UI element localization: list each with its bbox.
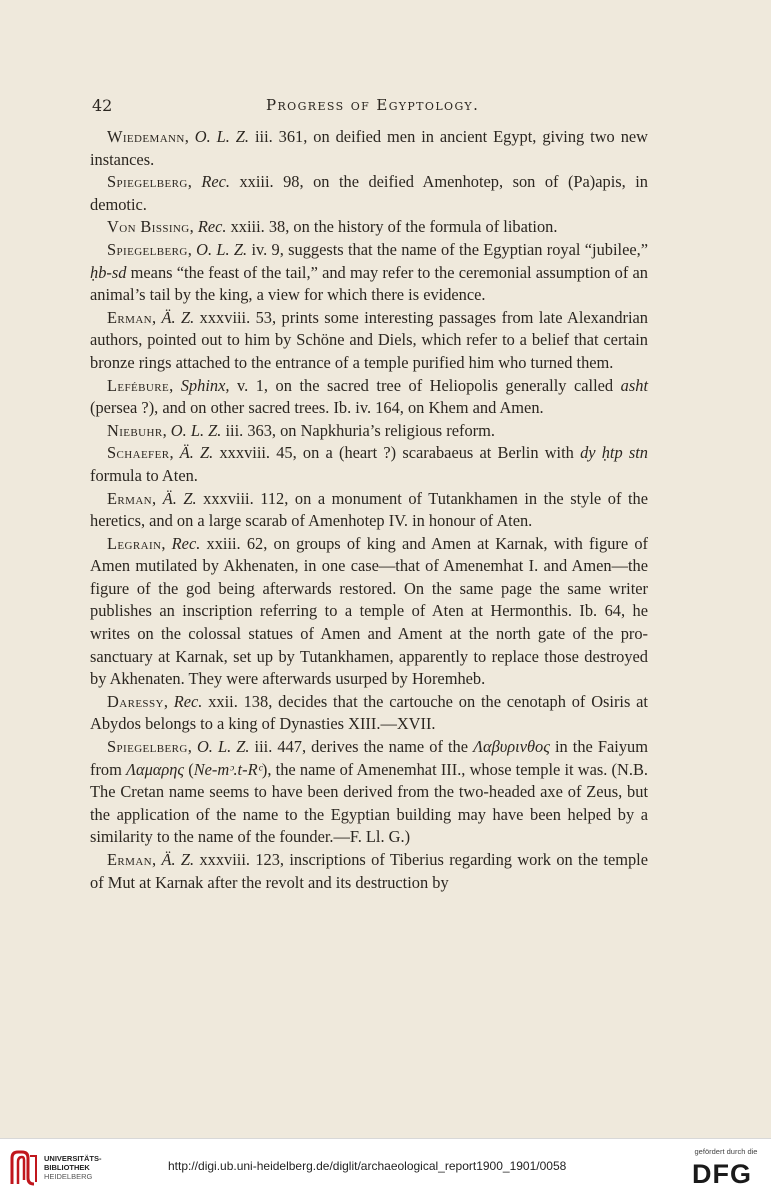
paragraph-text: iv. 9, suggests that the name of the Egyptian royal “jubilee,” (247, 239, 649, 259)
paragraph-text: , (152, 307, 162, 327)
paragraph-text: iii. 447, derives the name of the (249, 737, 474, 757)
paragraph (90, 375, 648, 420)
funding-note: gefördert durch die (694, 1147, 758, 1156)
paragraph-text: iii. 363, on Napkhuria’s religious reform. (221, 420, 495, 440)
library-line-3: HEIDELBERG (44, 1172, 93, 1181)
paragraph-text: , (162, 420, 171, 440)
paragraph-text: xxiii. 62, on groups of king and Amen at Karnak, with figure of Amen mutilated by Akhenaten, in one case—that of Amenemhat I. and Amen—the figure of the god being afterwards restored. On the same page the same writer publishes an inscription referring to a temple of Aten at Hermonthis. Ib. 64, he writes on the colossal statues of Amen and Ament at the north gate of the pro-sanctuary at Karnak, set up by Tutankhamen, apparently to replace those destroyed by Akhenaten. They were afterwards usurped by Horemheb. (90, 533, 648, 689)
library-line-2: BIBLIOTHEK (44, 1163, 90, 1172)
paragraph-text: (persea ?), and on other sacred trees. Ib. iv. 164, on Khem and Amen. (90, 398, 544, 418)
running-head (92, 96, 652, 118)
citation-italic: Rec. (201, 172, 230, 192)
citation-italic: dy ḥtp stn (580, 443, 649, 463)
paragraph-text: , (169, 443, 180, 463)
citation-italic: O. L. Z. (196, 737, 250, 757)
author-name: Spiegelberg (107, 239, 188, 259)
paragraph-text: ), the name of Amenemhat III., whose temple it was. (N.B. The Cretan name seems to have been derived from the two-headed axe of Zeus, but the application of the name to the Egyptian building may have been helped by a similarity to the name of the founder.—F. Ll. G.) (90, 759, 648, 847)
author-name: Schaefer (107, 443, 170, 463)
paragraph-text: , (187, 737, 197, 757)
paragraph (90, 691, 648, 736)
paragraph-text: ( (184, 759, 194, 779)
paragraph-text: xxiii. 98, on the deified Amenhotep, son of (Pa)apis, in demotic. (90, 172, 648, 214)
paragraph (90, 849, 648, 894)
paragraph (90, 126, 648, 171)
library-line-1: UNIVERSITÄTS- (44, 1154, 102, 1163)
citation-italic: Λαμαρης (126, 759, 185, 779)
dfg-logo-icon: DFG (692, 1159, 752, 1189)
citation-italic: Ä. Z. (161, 307, 195, 327)
author-name: Spiegelberg (107, 737, 188, 757)
paragraph-text: means “the feast of the tail,” and may refer to the ceremonial assumption of an animal’s tail by the king, a view for which there is evidence. (90, 262, 648, 305)
citation-italic: asht (620, 375, 648, 395)
citation-italic: Ä. Z. (162, 488, 197, 508)
citation-italic: Ä. Z. (161, 850, 195, 869)
author-name: Erman (107, 307, 153, 327)
citation-italic: O. L. Z. (196, 239, 248, 259)
citation-italic: O. L. Z. (194, 127, 250, 146)
paragraph-text: v. 1, on the sacred tree of Heliopolis generally called (229, 375, 621, 395)
paragraph (90, 736, 648, 849)
paragraph-text: xxxviii. 112, on a monument of Tutankhamen in the style of the heretics, and on a large scarab of Amenhotep IV. in honour of Aten. (90, 488, 649, 531)
paragraph-text: , (152, 850, 162, 869)
paragraph-text: , (187, 172, 202, 192)
running-title: Progress of Egyptology. (266, 96, 480, 114)
paragraph (90, 171, 648, 216)
author-name: Wiedemann (107, 127, 185, 146)
paragraph (90, 442, 648, 487)
paragraph (90, 488, 648, 533)
author-name: Erman (107, 488, 153, 508)
citation-italic: Λαβυρινθος (473, 737, 550, 757)
paragraph (90, 216, 648, 239)
paragraph-text: iii. 361, on deified men in ancient Egypt, giving two new instances. (90, 127, 649, 169)
paragraph-text: , (169, 375, 181, 395)
paragraph-text: , (189, 217, 198, 237)
paragraph-text: formula to Aten. (90, 465, 198, 485)
page-number: 42 (92, 96, 113, 115)
author-name: Lefébure (107, 375, 170, 395)
paragraph-text: xxxviii. 123, inscriptions of Tiberius regarding work on the temple of Mut at Karnak after the revolt and its destruction by (90, 850, 648, 892)
paragraph-text: , (163, 691, 174, 711)
citation-italic: Rec. (173, 691, 203, 711)
citation-italic: Ä. Z. (179, 443, 214, 463)
paragraph-text: in the Faiyum from (90, 737, 648, 779)
citation-italic: Rec. (197, 217, 227, 237)
paragraph (90, 533, 648, 691)
university-library-logo-icon[interactable] (8, 1148, 40, 1188)
paragraph-text: xxxviii. 53, prints some interesting passages from late Alexandrian authors, pointed out to him by Schöne and Diels, which refer to a belief that certain bronze rings attached to the entrance of a temple purified him who turned them. (90, 307, 648, 372)
citation-italic: O. L. Z. (170, 420, 222, 440)
paragraph-text: , (184, 127, 195, 146)
author-name: Niebuhr (107, 420, 163, 440)
citation-italic: Rec. (171, 533, 201, 553)
dfg-funding[interactable] (688, 1147, 764, 1191)
paragraph-text: xxii. 138, decides that the cartouche on the cenotaph of Osiris at Abydos belongs to a king of Dynasties XIII.—XVII. (90, 691, 648, 734)
paragraph-text: , (187, 239, 197, 259)
author-name: Von Bissing (107, 217, 190, 237)
citation-italic: Ne-mᵓ.t-Rᶜ (193, 759, 262, 779)
paragraph-text: xxiii. 38, on the history of the formula of libation. (226, 217, 558, 237)
permalink-url[interactable]: http://digi.ub.uni-heidelberg.de/diglit/archaeological_report1900_1901/0058 (168, 1159, 567, 1173)
body-text (90, 126, 648, 894)
paragraph-text: , (152, 488, 163, 508)
university-library-name[interactable] (44, 1154, 102, 1181)
author-name: Legrain (107, 533, 162, 553)
paragraph (90, 307, 648, 375)
citation-italic: ḥb-sd (90, 262, 127, 282)
author-name: Erman (107, 850, 153, 869)
footer-bar (0, 1138, 771, 1198)
paragraph-text: xxxviii. 45, on a (heart ?) scarabaeus at Berlin with (213, 443, 581, 463)
author-name: Daressy (107, 691, 164, 711)
paragraph (90, 239, 648, 307)
citation-italic: Sphinx, (180, 375, 230, 395)
paragraph-text: , (161, 533, 172, 553)
author-name: Spiegelberg (107, 172, 188, 192)
paragraph (90, 420, 648, 443)
